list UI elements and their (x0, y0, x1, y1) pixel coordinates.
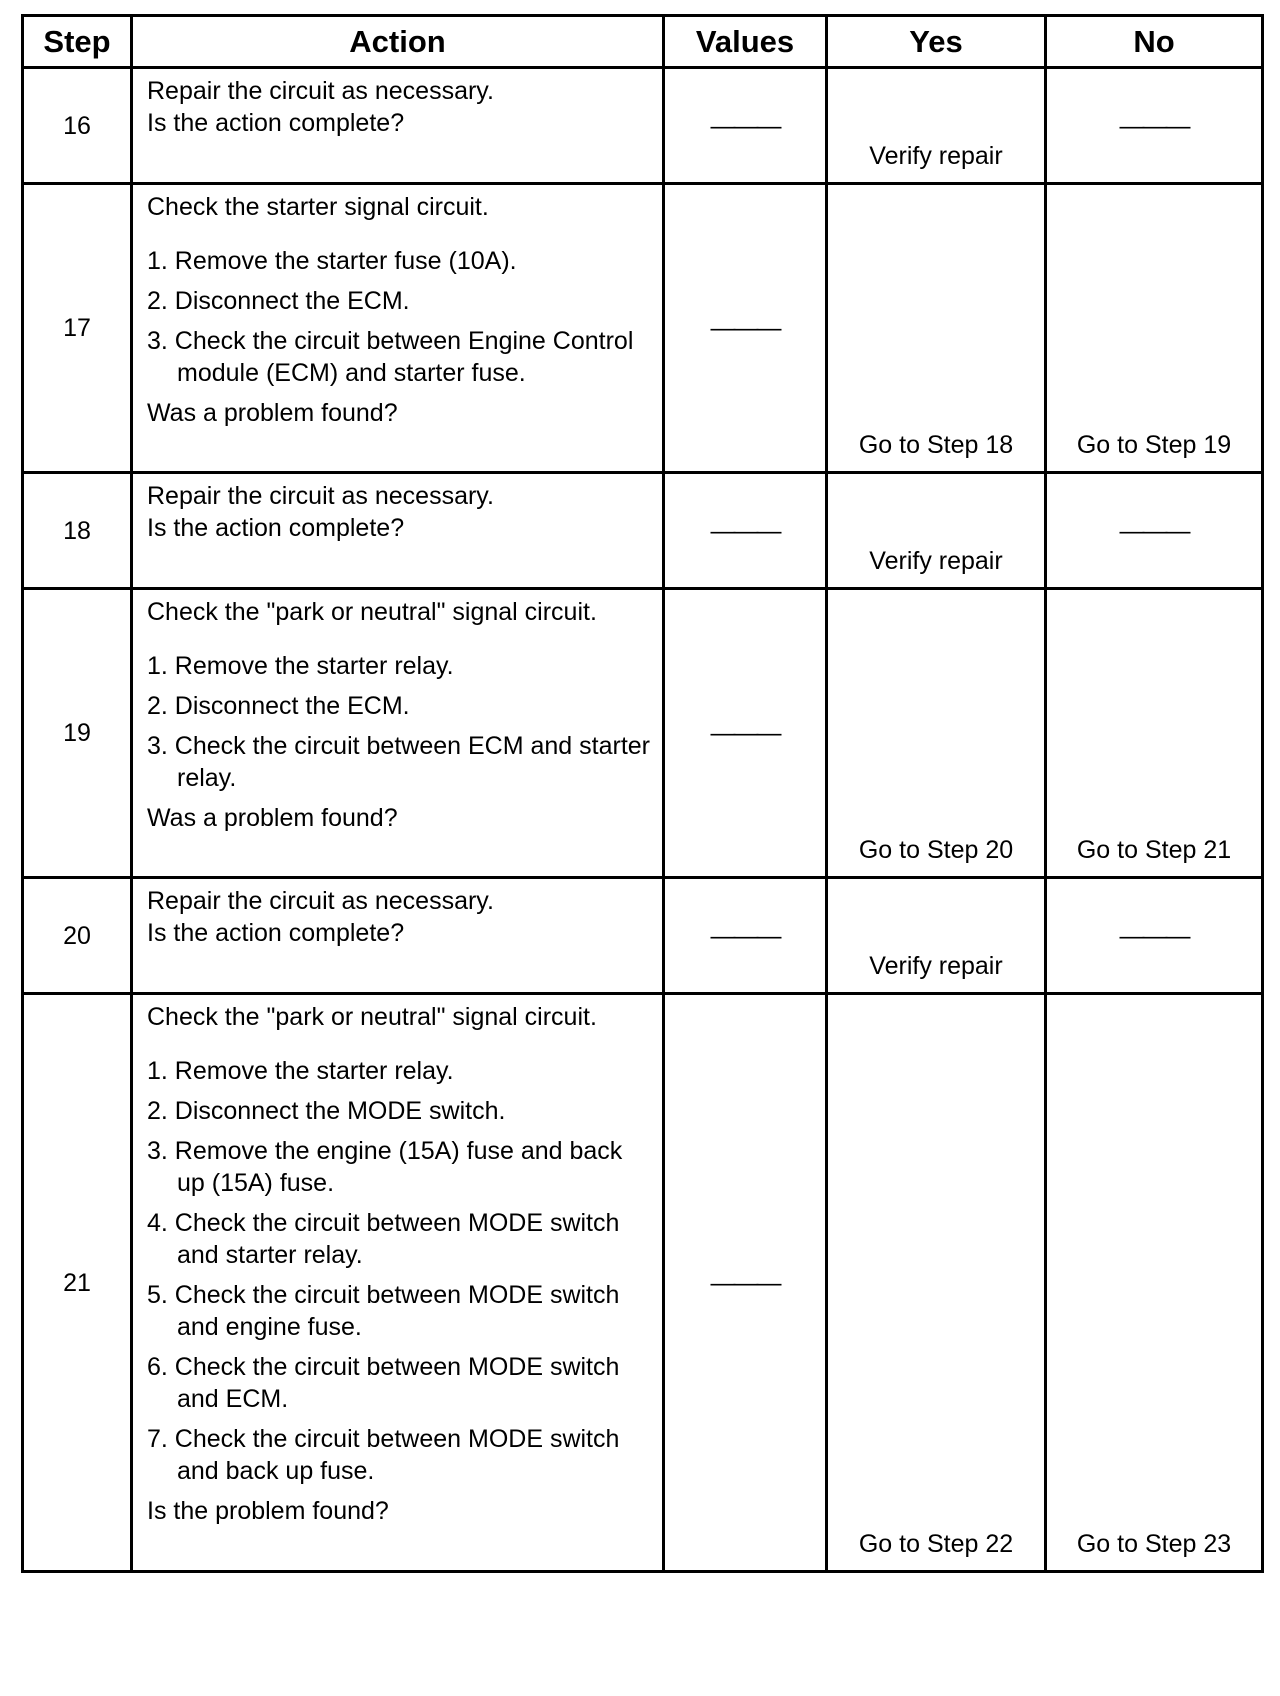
list-item: 2. Disconnect the MODE switch. (147, 1097, 506, 1125)
table-row (23, 68, 1263, 184)
list-item: 1. Remove the starter relay. (147, 1057, 454, 1085)
list-item: 6. Check the circuit between MODE switch and ECM. (147, 1353, 620, 1413)
action-question: Is the action complete? (147, 919, 405, 947)
values-cell: ——— (664, 589, 827, 878)
header-yes: Yes (827, 16, 1046, 68)
action-cell (132, 994, 664, 1572)
no-cell: Go to Step 21 (1046, 589, 1263, 878)
list-item: 4. Check the circuit between MODE switch and starter relay. (147, 1209, 620, 1269)
table-row (23, 184, 1263, 473)
yes-cell: Go to Step 22 (827, 994, 1046, 1572)
action-cell (132, 589, 664, 878)
list-item: 3. Remove the engine (15A) fuse and back up (15A) fuse. (147, 1137, 623, 1197)
list-item: 1. Remove the starter relay. (147, 652, 454, 680)
action-cell (132, 473, 664, 589)
header-no: No (1046, 16, 1263, 68)
no-cell: ——— (1046, 68, 1263, 184)
table-row (23, 878, 1263, 994)
action-intro: Check the "park or neutral" signal circuit. (147, 1003, 597, 1031)
values-cell: ——— (664, 473, 827, 589)
header-row (23, 16, 1263, 68)
list-item: 3. Check the circuit between Engine Control module (ECM) and starter fuse. (147, 327, 634, 387)
action-intro: Repair the circuit as necessary. (147, 482, 494, 510)
list-item: 5. Check the circuit between MODE switch and engine fuse. (147, 1281, 620, 1341)
values-cell: ——— (664, 184, 827, 473)
values-cell: ——— (664, 68, 827, 184)
step-number: 17 (23, 184, 132, 473)
action-intro: Repair the circuit as necessary. (147, 77, 494, 105)
diagnostic-table (21, 14, 1264, 1573)
list-item: 1. Remove the starter fuse (10A). (147, 247, 517, 275)
table-row (23, 994, 1263, 1572)
action-steps-list (147, 245, 652, 389)
action-question: Is the problem found? (147, 1497, 389, 1525)
action-intro: Check the starter signal circuit. (147, 193, 489, 221)
step-number: 20 (23, 878, 132, 994)
header-values: Values (664, 16, 827, 68)
step-number: 18 (23, 473, 132, 589)
header-step: Step (23, 16, 132, 68)
yes-cell: Go to Step 18 (827, 184, 1046, 473)
no-cell: Go to Step 23 (1046, 994, 1263, 1572)
values-cell: ——— (664, 878, 827, 994)
list-item: 2. Disconnect the ECM. (147, 692, 410, 720)
action-question: Was a problem found? (147, 804, 398, 832)
action-question: Was a problem found? (147, 399, 398, 427)
action-question: Is the action complete? (147, 109, 405, 137)
action-steps-list (147, 1055, 652, 1487)
no-cell: ——— (1046, 878, 1263, 994)
yes-cell: Verify repair (827, 473, 1046, 589)
header-action: Action (132, 16, 664, 68)
action-cell (132, 68, 664, 184)
list-item: 2. Disconnect the ECM. (147, 287, 410, 315)
action-question: Is the action complete? (147, 514, 405, 542)
no-cell: Go to Step 19 (1046, 184, 1263, 473)
table-row (23, 473, 1263, 589)
action-intro: Check the "park or neutral" signal circuit. (147, 598, 597, 626)
yes-cell: Go to Step 20 (827, 589, 1046, 878)
list-item: 3. Check the circuit between ECM and starter relay. (147, 732, 651, 792)
action-cell (132, 878, 664, 994)
table-row (23, 589, 1263, 878)
step-number: 19 (23, 589, 132, 878)
step-number: 16 (23, 68, 132, 184)
action-steps-list (147, 650, 652, 794)
yes-cell: Verify repair (827, 878, 1046, 994)
values-cell: ——— (664, 994, 827, 1572)
list-item: 7. Check the circuit between MODE switch and back up fuse. (147, 1425, 620, 1485)
step-number: 21 (23, 994, 132, 1572)
action-intro: Repair the circuit as necessary. (147, 887, 494, 915)
yes-cell: Verify repair (827, 68, 1046, 184)
no-cell: ——— (1046, 473, 1263, 589)
action-cell (132, 184, 664, 473)
